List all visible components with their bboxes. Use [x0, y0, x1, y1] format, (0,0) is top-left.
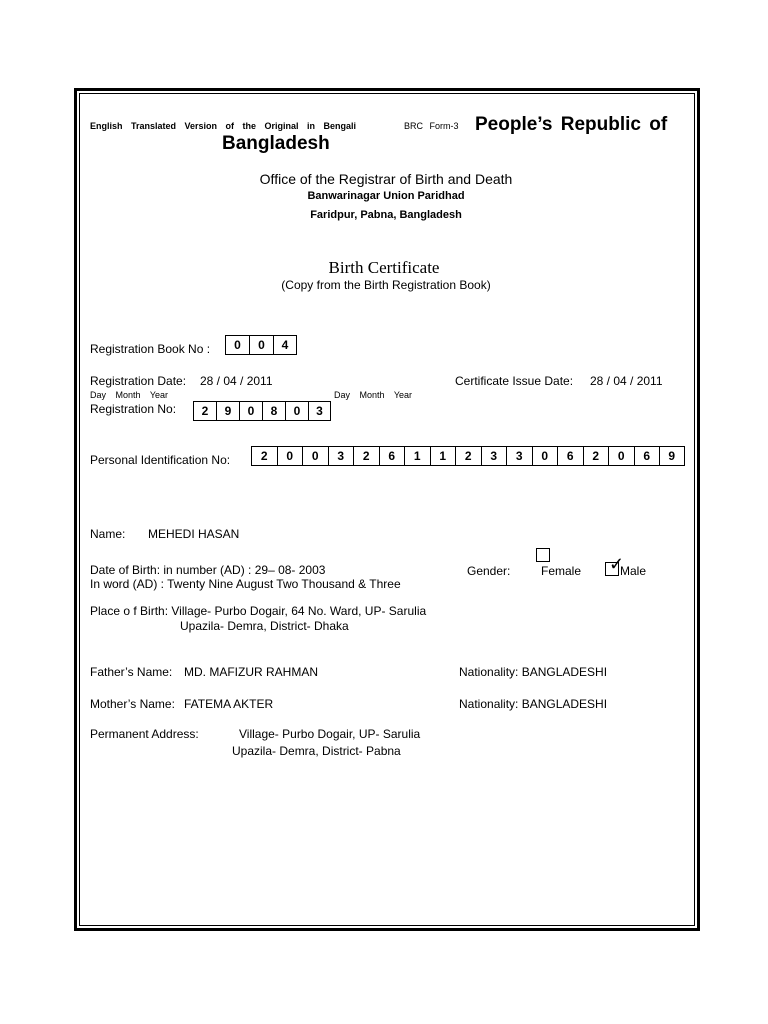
republic-line-1: People’s Republic of — [475, 114, 668, 135]
digit-box: 9 — [659, 446, 685, 466]
digit-box: 2 — [193, 401, 216, 421]
union-location: Faridpur, Pabna, Bangladesh — [310, 209, 462, 221]
permanent-address-label: Permanent Address: — [90, 727, 199, 741]
registration-date-value: 28 / 04 / 2011 — [200, 374, 273, 388]
registration-book-label: Registration Book No : — [90, 342, 211, 356]
pin-boxes — [251, 446, 685, 466]
female-label: Female — [541, 564, 582, 578]
mother-name-value: FATEMA AKTER — [184, 697, 274, 711]
digit-box: 3 — [506, 446, 532, 466]
digit-box: 1 — [404, 446, 430, 466]
digit-box: 3 — [308, 401, 331, 421]
digit-box: 0 — [249, 335, 273, 355]
registration-book-boxes — [225, 335, 297, 355]
office-title: Office of the Registrar of Birth and Death — [259, 171, 513, 187]
female-checkbox[interactable] — [536, 548, 550, 562]
mother-nationality: Nationality: BANGLADESHI — [459, 697, 608, 711]
digit-box: 3 — [481, 446, 507, 466]
registration-no-label: Registration No: — [90, 402, 177, 416]
digit-box: 0 — [285, 401, 308, 421]
digit-box: 9 — [216, 401, 239, 421]
digit-box: 0 — [302, 446, 328, 466]
mother-name-label: Mother’s Name: — [90, 697, 175, 711]
union-name: Banwarinagar Union Paridhad — [307, 190, 465, 202]
certificate-subtitle: (Copy from the Birth Registration Book) — [281, 278, 491, 292]
issue-date-value: 28 / 04 / 2011 — [590, 374, 663, 388]
male-label: Male — [620, 564, 647, 578]
father-nationality: Nationality: BANGLADESHI — [459, 665, 608, 679]
registration-date-label: Registration Date: — [90, 374, 187, 388]
certificate-title: Birth Certificate — [328, 258, 440, 277]
digit-box: 0 — [239, 401, 262, 421]
digit-box: 3 — [328, 446, 354, 466]
digit-box: 4 — [273, 335, 297, 355]
form-code: BRC Form-3 — [404, 121, 459, 131]
check-mark-icon: ✓ — [609, 554, 625, 574]
issue-date-label: Certificate Issue Date: — [455, 374, 574, 388]
father-name-value: MD. MAFIZUR RAHMAN — [184, 665, 318, 679]
name-value: MEHEDI HASAN — [148, 527, 240, 541]
digit-box: 8 — [262, 401, 285, 421]
digit-box: 0 — [277, 446, 303, 466]
name-label: Name: — [90, 527, 126, 541]
issue-date-hint: Day Month Year — [334, 390, 413, 400]
dob-word: In word (AD) : Twenty Nine August Two Thousand & Three — [90, 577, 401, 591]
registration-date-hint: Day Month Year — [90, 390, 169, 400]
digit-box: 6 — [557, 446, 583, 466]
digit-box: 6 — [379, 446, 405, 466]
republic-line-2: Bangladesh — [222, 133, 330, 154]
gender-label: Gender: — [467, 564, 511, 578]
digit-box: 2 — [251, 446, 277, 466]
digit-box: 0 — [532, 446, 558, 466]
permanent-address-line-2: Upazila- Demra, District- Pabna — [232, 744, 401, 758]
dob-number: Date of Birth: in number (AD) : 29– 08- 2003 — [90, 563, 326, 577]
place-of-birth-line-1: Place o f Birth: Village- Purbo Dogair, 64 No. Ward, UP- Sarulia — [90, 604, 427, 618]
digit-box: 0 — [608, 446, 634, 466]
pin-label: Personal Identification No: — [90, 453, 231, 467]
digit-box: 2 — [583, 446, 609, 466]
permanent-address-line-1: Village- Purbo Dogair, UP- Sarulia — [239, 727, 421, 741]
father-name-label: Father’s Name: — [90, 665, 173, 679]
digit-box: 2 — [353, 446, 379, 466]
digit-box: 1 — [430, 446, 456, 466]
digit-box: 2 — [455, 446, 481, 466]
digit-box: 6 — [634, 446, 660, 466]
place-of-birth-line-2: Upazila- Demra, District- Dhaka — [180, 619, 349, 633]
digit-box: 0 — [225, 335, 249, 355]
translation-note: English Translated Version of the Original in Bengali — [90, 121, 357, 131]
registration-no-boxes — [193, 401, 331, 421]
